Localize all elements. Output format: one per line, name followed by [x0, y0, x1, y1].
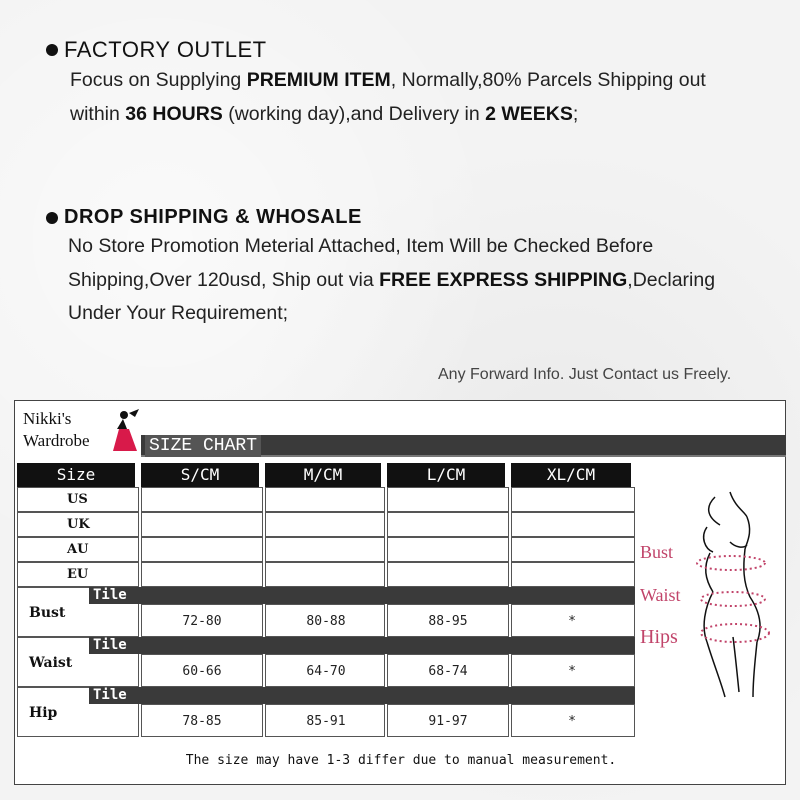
text-span: Shipping,Over 120usd, Ship out via: [68, 268, 380, 291]
size-chart-title: SIZE CHART: [145, 435, 261, 457]
table-cell: [265, 562, 385, 587]
table-cell: [265, 537, 385, 562]
size-value: 60-66: [182, 664, 222, 679]
bold-span: 2 WEEKS: [485, 102, 573, 125]
table-cell: [387, 537, 509, 562]
brand-line1: Nikki's: [23, 409, 72, 428]
text-span: within: [70, 102, 126, 125]
table-cell: [141, 512, 263, 537]
heading-text: DROP SHIPPING & WHOSALE: [64, 206, 362, 228]
tile-label: Tile: [93, 637, 127, 653]
figure-label-bust: Bust: [640, 542, 674, 562]
bullet-icon: [46, 212, 58, 224]
tile-label: Tile: [93, 587, 127, 603]
table-cell: [387, 487, 509, 512]
region-label: EU: [67, 567, 89, 582]
size-value: 72-80: [182, 614, 222, 629]
measure-label: Hip: [29, 705, 58, 721]
figure-label-waist: Waist: [640, 585, 681, 605]
table-cell: [511, 512, 635, 537]
table-cell: [511, 537, 635, 562]
column-header: XL/CM: [511, 463, 631, 487]
dress-logo-icon: [109, 407, 143, 459]
table-cell: [387, 512, 509, 537]
section-factory-outlet-heading: [46, 37, 267, 63]
column-header: M/CM: [265, 463, 381, 487]
size-chart-panel: [14, 400, 786, 785]
size-value: 80-88: [306, 614, 346, 629]
table-cell: [387, 562, 509, 587]
size-value: 88-95: [428, 614, 468, 629]
factory-outlet-paragraph: [70, 64, 706, 131]
size-value: 68-74: [428, 664, 468, 679]
column-header: Size: [17, 463, 135, 487]
brand-logo: [23, 407, 139, 459]
table-cell: [265, 487, 385, 512]
size-value: 91-97: [428, 714, 468, 729]
text-span: Focus on Supplying: [70, 69, 247, 91]
size-value: *: [568, 614, 576, 629]
drop-shipping-paragraph: [68, 230, 715, 331]
text-line: No Store Promotion Meterial Attached, Item Will be Checked Before: [68, 235, 654, 257]
bullet-icon: [46, 44, 58, 56]
size-value: *: [568, 664, 576, 679]
text-span: , Normally,80% Parcels Shipping out: [390, 69, 706, 91]
table-cell: [141, 537, 263, 562]
section-drop-shipping-heading: [46, 206, 362, 229]
size-value: 78-85: [182, 714, 222, 729]
contact-note: Any Forward Info. Just Contact us Freely.: [438, 366, 732, 383]
text-span: ;: [572, 102, 579, 125]
tile-bar: [89, 637, 635, 654]
bold-span: 36 HOURS: [125, 102, 223, 125]
column-header: S/CM: [141, 463, 259, 487]
region-label: UK: [67, 517, 90, 532]
heading-text: FACTORY OUTLET: [64, 37, 267, 62]
measure-label: Waist: [29, 655, 73, 671]
tile-bar: [89, 687, 635, 704]
text-span: ,Declaring: [627, 268, 716, 291]
tile-label: Tile: [93, 687, 127, 703]
text-span: (working day),and Delivery in: [222, 102, 486, 125]
measurement-note: The size may have 1-3 differ due to manual measurement.: [185, 753, 617, 768]
column-header: L/CM: [387, 463, 505, 487]
table-cell: [141, 487, 263, 512]
table-cell: [141, 562, 263, 587]
bold-span: FREE EXPRESS SHIPPING: [379, 268, 628, 291]
table-cell: [265, 512, 385, 537]
table-cell: [511, 562, 635, 587]
table-cell: [511, 487, 635, 512]
bold-span: PREMIUM ITEM: [246, 69, 391, 91]
region-label: US: [67, 492, 88, 507]
size-value: 85-91: [306, 714, 346, 729]
brand-line2: Wardrobe: [23, 431, 90, 450]
size-value: 64-70: [306, 664, 346, 679]
text-line: Under Your Requirement;: [68, 302, 289, 324]
figure-label-hips: Hips: [640, 626, 678, 648]
region-label: AU: [67, 542, 89, 557]
tile-bar: [89, 587, 635, 604]
size-value: *: [568, 714, 576, 729]
measure-label: Bust: [29, 605, 66, 621]
